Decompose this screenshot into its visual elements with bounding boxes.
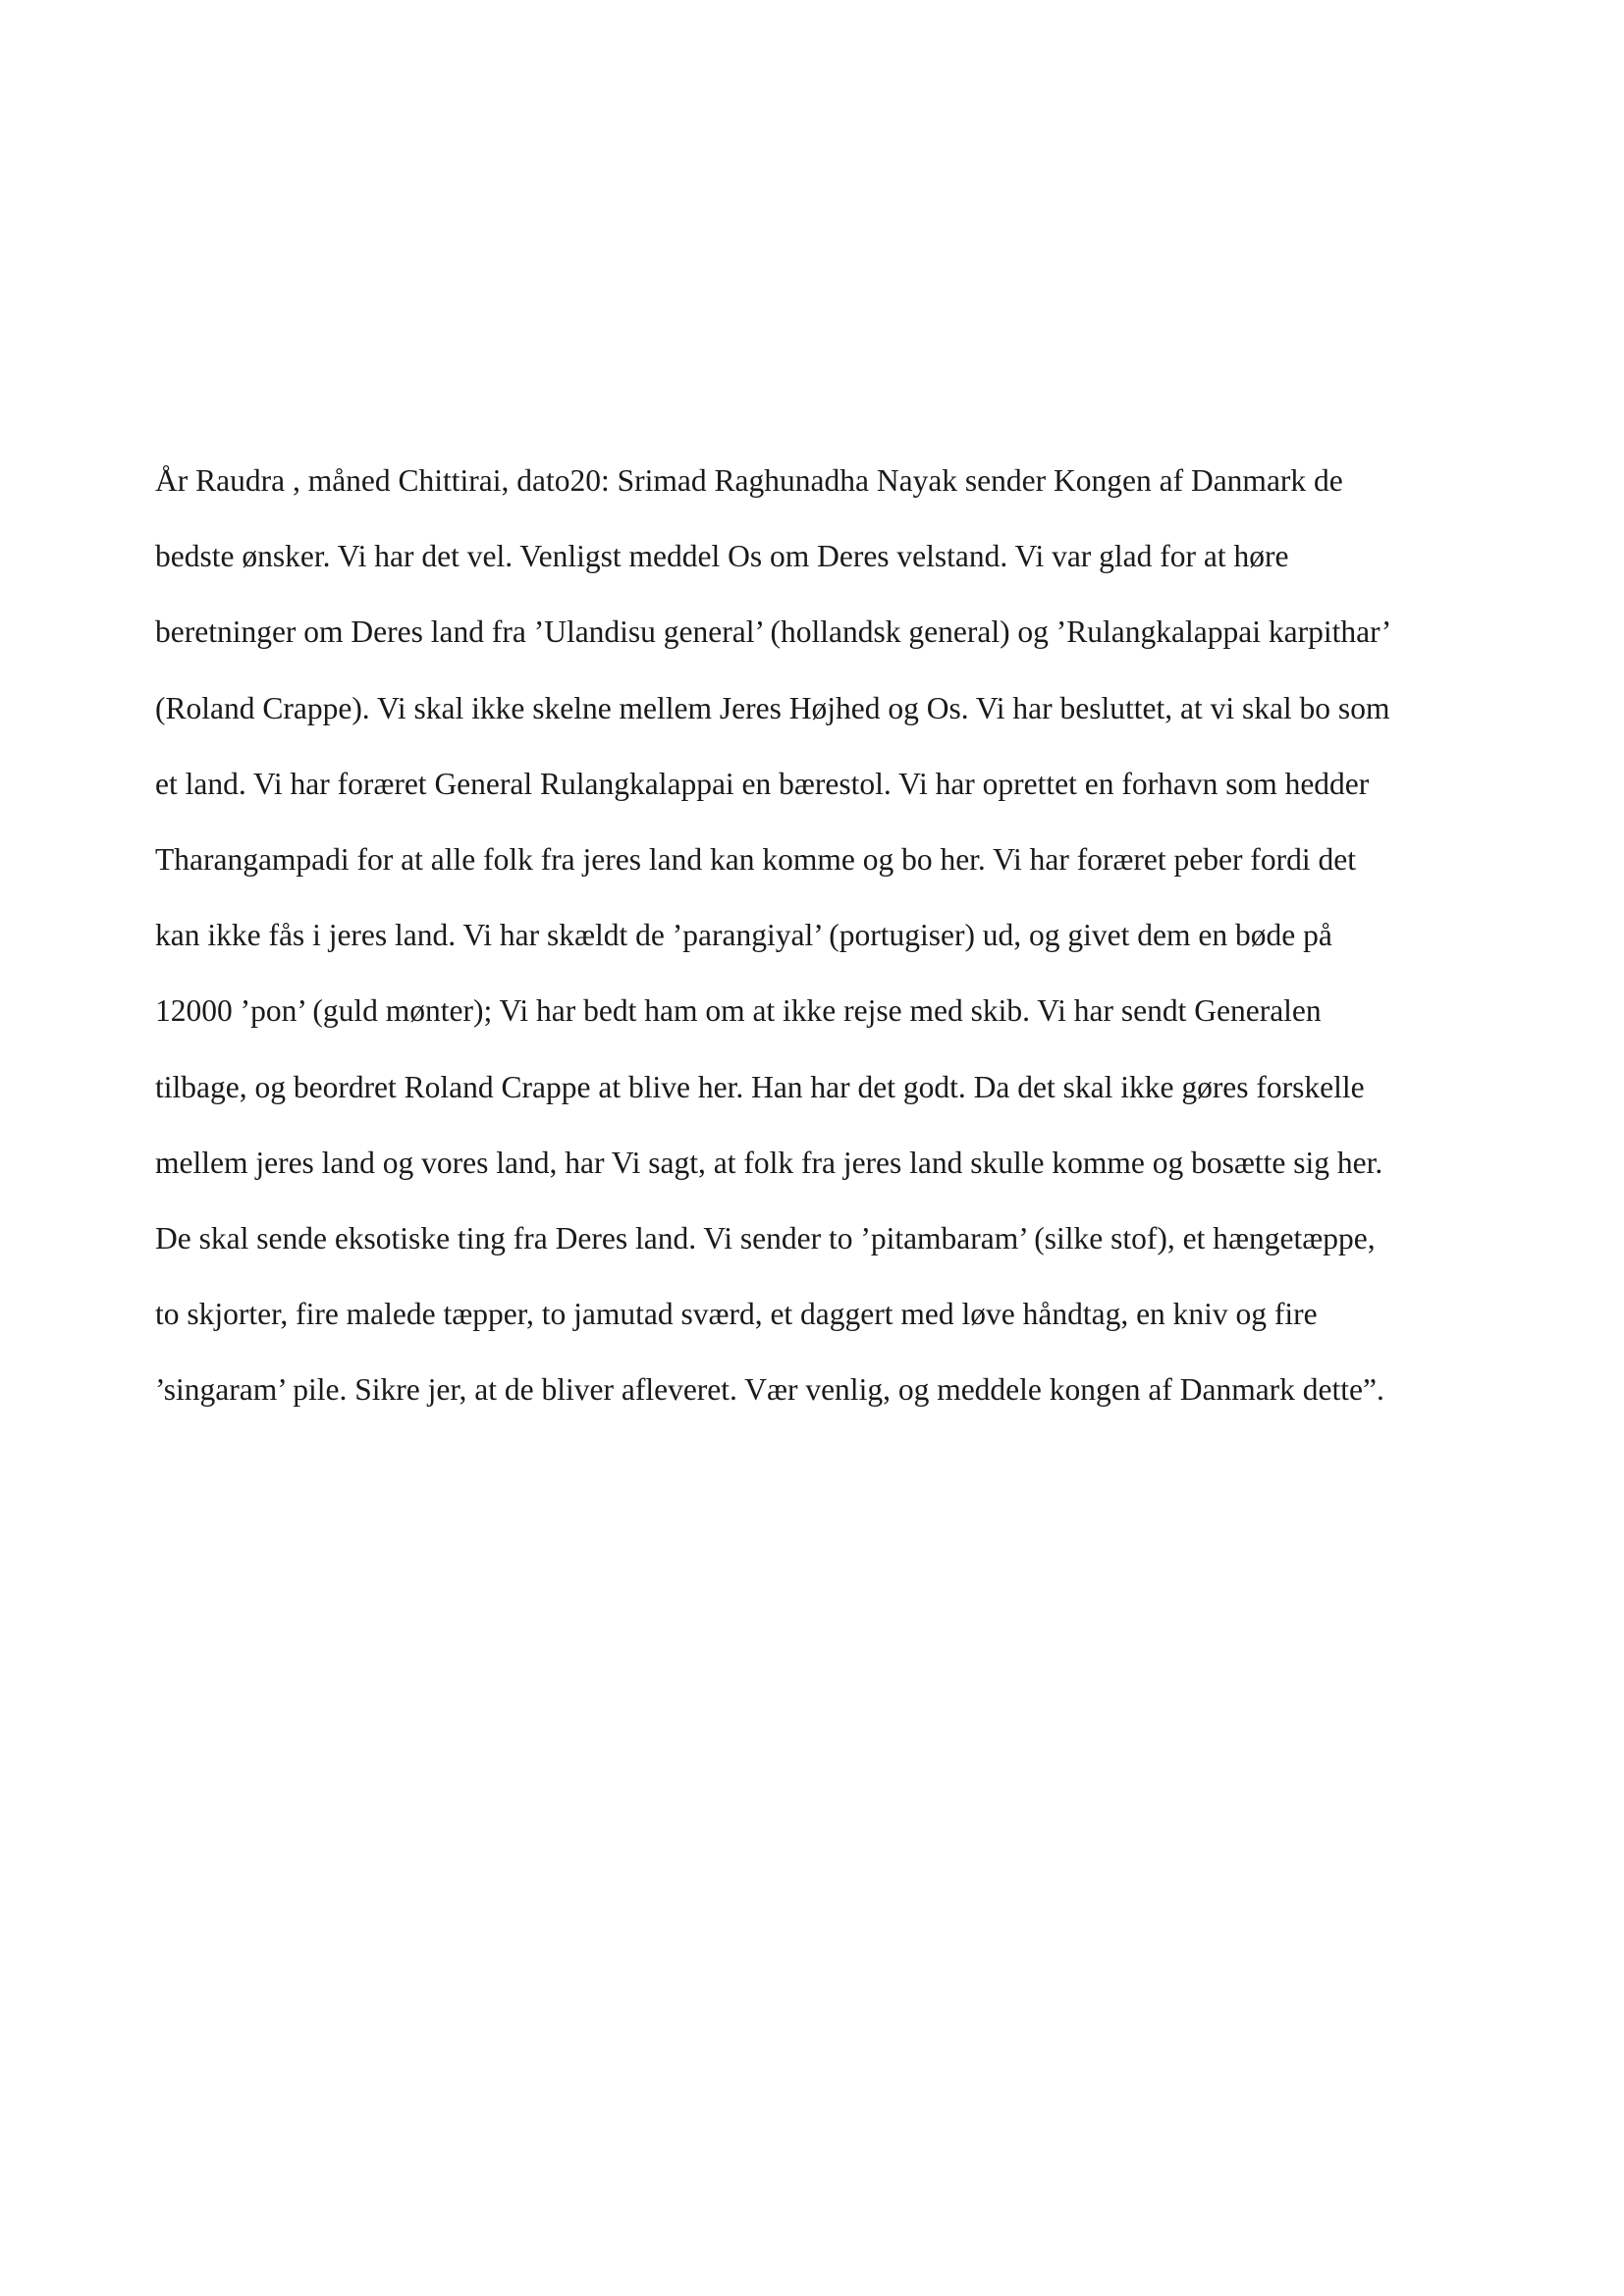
text-line-13: ’singaram’ pile. Sikre jer, at de bliver afleveret. Vær venlig, og meddele kongen af Danmark dette”. bbox=[155, 1372, 1384, 1408]
text-line-8: 12000 ’pon’ (guld mønter); Vi har bedt ham om at ikke rejse med skib. Vi har sendt Generalen bbox=[155, 993, 1322, 1029]
text-line-9: tilbage, og beordret Roland Crappe at blive her. Han har det godt. Da det skal ikke gøres forskelle bbox=[155, 1069, 1365, 1104]
text-line-7: kan ikke fås i jeres land. Vi har skældt de ’parangiyal’ (portugiser) ud, og givet dem en bøde på bbox=[155, 918, 1332, 953]
text-line-11: De skal sende eksotiske ting fra Deres land. Vi sender to ’pitambaram’ (silke stof), et hængetæppe, bbox=[155, 1220, 1376, 1255]
text-line-2: bedste ønsker. Vi har det vel. Venligst meddel Os om Deres velstand. Vi var glad for at høre bbox=[155, 539, 1289, 574]
letter-body bbox=[155, 455, 1490, 1440]
text-line-10: mellem jeres land og vores land, har Vi sagt, at folk fra jeres land skulle komme og bosætte sig her. bbox=[155, 1145, 1383, 1180]
text-line-4: (Roland Crappe). Vi skal ikke skelne mellem Jeres Højhed og Os. Vi har besluttet, at vi skal bo som bbox=[155, 690, 1390, 725]
text-line-3: beretninger om Deres land fra ’Ulandisu general’ (hollandsk general) og ’Rulangkalappai karpithar’ bbox=[155, 614, 1392, 650]
text-line-5: et land. Vi har foræret General Rulangkalappai en bærestol. Vi har oprettet en forhavn som hedder bbox=[155, 766, 1370, 801]
text-line-1: År Raudra , måned Chittirai, dato20: Srimad Raghunadha Nayak sender Kongen af Danmark de bbox=[155, 463, 1343, 498]
text-line-6: Tharangampadi for at alle folk fra jeres land kan komme og bo her. Vi har foræret peber fordi det bbox=[155, 841, 1356, 877]
text-line-12: to skjorter, fire malede tæpper, to jamutad sværd, et daggert med løve håndtag, en kniv og fire bbox=[155, 1297, 1318, 1332]
